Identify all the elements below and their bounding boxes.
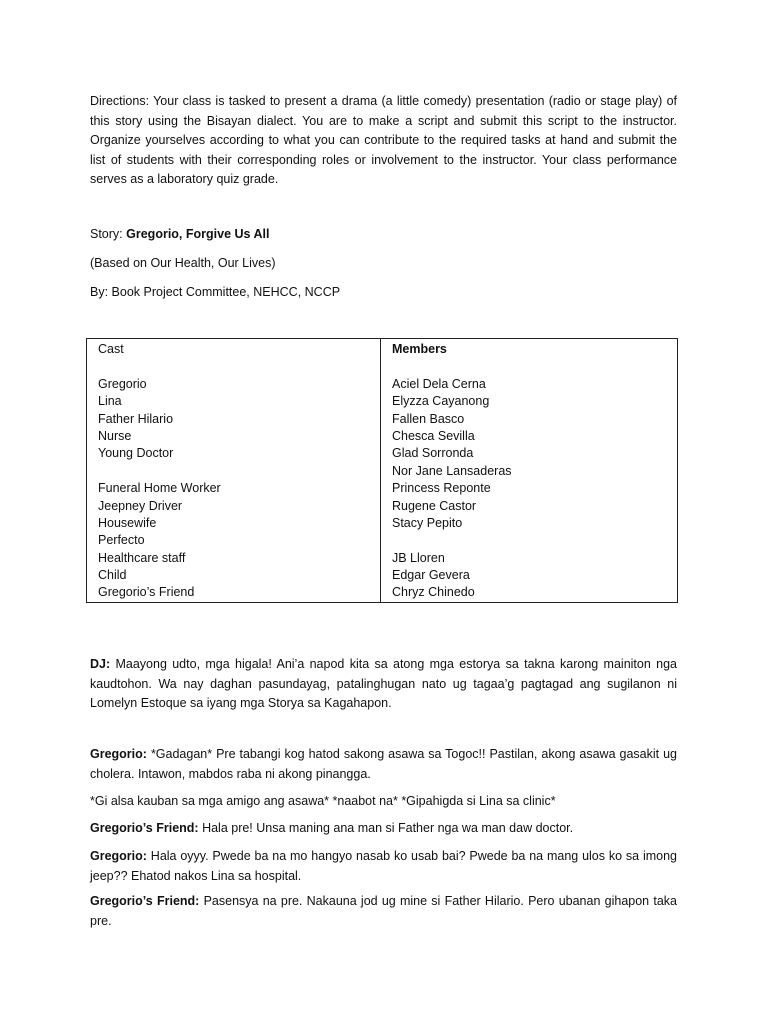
stage-direction-text: *Gi alsa kauban sa mga amigo ang asawa* *naabot na* *Gipahigda si Lina sa clinic*: [90, 794, 556, 808]
speaker-name: Gregorio’s Friend:: [90, 894, 200, 908]
speaker-name: Gregorio:: [90, 849, 147, 863]
cast-column: [87, 339, 381, 603]
dialogue-line: [90, 655, 677, 714]
directions-text: Your class is tasked to present a drama (a little comedy) presentation (radio or stage play) of this story using the Bisayan dialect. You are to make a script and submit this script to the instructor. Organize yourselves according to what you can contribute to the required tasks at hand and submit the list of students with their corresponding roles or involvement to the instructor. Your class performance serves as a laboratory quiz grade.: [90, 94, 677, 186]
member-cell: Rugene Castor: [392, 498, 477, 513]
story-title: Gregorio, Forgive Us All: [126, 227, 270, 241]
cast-cell: Jeepney Driver: [98, 498, 183, 513]
member-cell: [392, 532, 677, 549]
cast-cell: Gregorio’s Friend: [98, 585, 195, 600]
cast-cell: Perfecto: [98, 533, 145, 548]
dialogue-line: [90, 892, 677, 931]
dialogue-text: Maayong udto, mga higala! Ani’a napod kita sa atong mga estorya sa takna karong mainiton nga kaudtohon. Wa nay daghan pasundayag, patalinghugan nato ug tagaa’g pagtagad ang sugilanon ni Lomelyn Estoque sa iyang mga Storya sa Kagahapon.: [90, 657, 677, 710]
dialogue-line: [90, 819, 677, 839]
cast-cell: Lina: [98, 394, 122, 409]
cast-cell: Nurse: [98, 428, 132, 443]
member-cell: Fallen Basco: [392, 411, 465, 426]
cast-table: [86, 338, 678, 603]
cast-cell: Gregorio: [98, 376, 147, 391]
member-cell: Edgar Gevera: [392, 568, 470, 583]
member-cell: Chryz Chinedo: [392, 585, 475, 600]
member-cell: Elyzza Cayanong: [392, 394, 490, 409]
member-cell: Princess Reponte: [392, 481, 491, 496]
stage-direction: [90, 792, 677, 812]
member-cell: Nor Jane Lansaderas: [392, 463, 512, 478]
cast-header: Cast: [98, 342, 124, 356]
cast-cell: [98, 463, 380, 480]
speaker-name: DJ:: [90, 657, 111, 671]
members-column: [381, 339, 678, 603]
member-cell: JB Lloren: [392, 550, 445, 565]
member-cell: Aciel Dela Cerna: [392, 376, 486, 391]
dialogue-text: Hala pre! Unsa maning ana man si Father nga wa man daw doctor.: [202, 821, 574, 835]
dialogue-text: *Gadagan* Pre tabangi kog hatod sakong asawa sa Togoc!! Pastilan, akong asawa gasakit ug cholera. Intawon, mabdos raba ni akong pinangga.: [90, 747, 677, 781]
directions-paragraph: [90, 92, 677, 190]
speaker-name: Gregorio:: [90, 747, 147, 761]
cast-cell: Healthcare staff: [98, 550, 186, 565]
member-cell: Chesca Sevilla: [392, 428, 475, 443]
story-author: By: Book Project Committee, NEHCC, NCCP: [90, 285, 341, 299]
cast-cell: Child: [98, 568, 127, 583]
story-label: Story:: [90, 227, 123, 241]
story-title-line: [90, 225, 269, 245]
speaker-name: Gregorio’s Friend:: [90, 821, 199, 835]
cast-cell: Father Hilario: [98, 411, 174, 426]
dialogue-line: [90, 847, 677, 886]
dialogue-text: Hala oyyy. Pwede ba na mo hangyo nasab ko usab bai? Pwede ba na mang ulos ko sa imong jeep?? Ehatod nakos Lina sa hospital.: [90, 849, 677, 883]
cast-cell: Funeral Home Worker: [98, 481, 221, 496]
cast-cell: Young Doctor: [98, 446, 174, 461]
members-list: [381, 339, 677, 602]
directions-label: Directions:: [90, 94, 150, 108]
member-cell: Glad Sorronda: [392, 446, 474, 461]
members-header: Members: [392, 342, 447, 356]
dialogue-line: [90, 745, 677, 784]
cast-cell: Housewife: [98, 515, 157, 530]
story-based-on: (Based on Our Health, Our Lives): [90, 256, 276, 270]
member-cell: Stacy Pepito: [392, 515, 463, 530]
dialogue-text: Pasensya na pre. Nakauna jod ug mine si Father Hilario. Pero ubanan gihapon taka pre.: [90, 894, 678, 928]
cast-list: [87, 339, 380, 602]
